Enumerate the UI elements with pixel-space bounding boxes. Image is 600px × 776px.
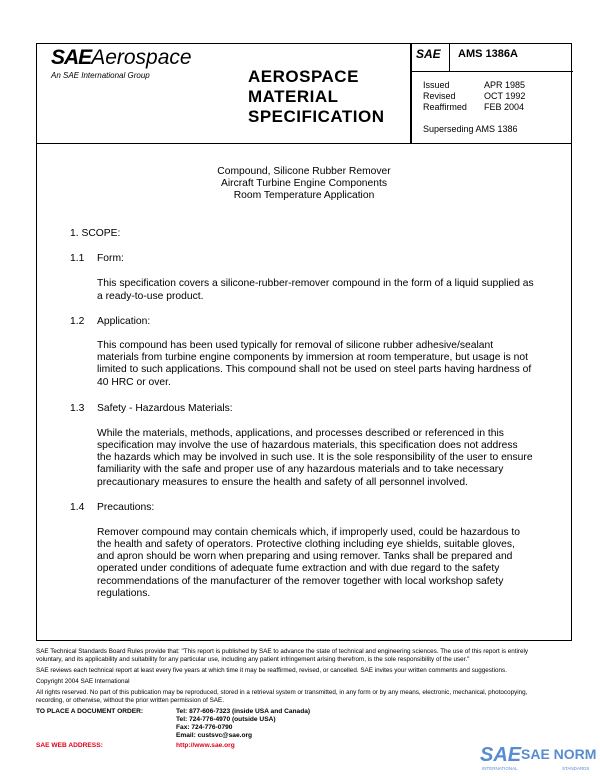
subject-line: Room Temperature Application xyxy=(233,190,375,201)
doc-title-line: MATERIAL xyxy=(248,87,339,106)
date-value: OCT 1992 xyxy=(484,91,526,101)
sae-watermark-logo: SAE xyxy=(480,744,522,766)
paragraph-line: limited to such applications. This compound shall not be used on steel parts having hardness of xyxy=(97,364,532,375)
brand-tagline: An SAE International Group xyxy=(51,71,150,80)
section-title: Safety - Hazardous Materials: xyxy=(97,403,233,414)
order-line: Tel: 724-776-4970 (outside USA) xyxy=(176,716,276,723)
subject-line: Compound, Silicone Rubber Remover xyxy=(217,166,391,177)
date-value: APR 1985 xyxy=(484,80,526,90)
header-divider xyxy=(449,44,450,71)
paragraph-line: a ready-to-use product. xyxy=(97,291,204,302)
sae-aerospace-logo: SAEAerospace xyxy=(51,46,192,69)
paragraph-line: This compound has been used typically for removal of silicone rubber adhesive/sealant xyxy=(97,340,494,351)
paragraph-line: specification may involve the use of hazardous materials, this specification does not address xyxy=(97,440,518,451)
section-number: 1.2 xyxy=(70,316,85,327)
header-divider xyxy=(410,71,573,72)
footer-rules: SAE Technical Standards Board Rules provide that: "This report is published by SAE to advance the state of technical and engineering sciences. The use of this report is entirely xyxy=(36,648,529,655)
sae-small-logo: SAE xyxy=(416,47,441,61)
section-title: Form: xyxy=(97,253,124,264)
paragraph-line: and apron should be worn when preparing and using remover. Tanks shall be prepared and xyxy=(97,551,513,562)
doc-title-line: SPECIFICATION xyxy=(248,107,385,126)
watermark-small: INTERNATIONAL xyxy=(482,766,518,771)
order-label: TO PLACE A DOCUMENT ORDER: xyxy=(36,708,144,715)
header-divider xyxy=(410,44,412,143)
web-label: SAE WEB ADDRESS: xyxy=(36,742,103,749)
order-line: Fax: 724-776-0790 xyxy=(176,724,233,731)
subject-line: Aircraft Turbine Engine Components xyxy=(221,178,387,189)
web-link[interactable]: http://www.sae.org xyxy=(176,742,235,749)
date-value: FEB 2004 xyxy=(484,102,525,112)
watermark-small: STANDARDS xyxy=(562,766,590,771)
sae-norm-watermark xyxy=(480,744,598,774)
section-number: 1.4 xyxy=(70,502,85,513)
order-line: Tel: 877-606-7323 (inside USA and Canada) xyxy=(176,708,311,715)
footer-review: SAE reviews each technical report at least every five years at which time it may be reaffirmed, revised, or cancelled. SAE invites your written comments and suggestions. xyxy=(36,667,507,674)
section-title: Precautions: xyxy=(97,502,155,513)
date-label: Reaffirmed xyxy=(423,102,467,112)
doc-title-line: AEROSPACE xyxy=(248,67,359,86)
paragraph-line: recommendations of the manufacturer of the remover together with local workshop safety xyxy=(97,576,504,587)
section-number: 1.3 xyxy=(70,403,85,414)
paragraph-line: Remover compound may contain chemicals which, if improperly used, could be hazardous to xyxy=(97,527,520,538)
doc-number: AMS 1386A xyxy=(458,48,518,60)
paragraph-line: the hazards which may be involved in such use. It is the sole responsibility of the user to ensure xyxy=(97,452,533,463)
footer-rules: voluntary, and its applicability and suitability for any particular use, including any patient infringement arising therefrom, is the sole responsibility of the user." xyxy=(36,656,470,663)
paragraph-line: materials from turbine engine components by immersion at room temperature, but usage is not xyxy=(97,352,528,363)
superseding-note: Superseding AMS 1386 xyxy=(423,124,518,134)
date-label: Revised xyxy=(423,91,456,101)
paragraph-line: 40 HRC or over. xyxy=(97,377,171,388)
paragraph-line: This specification covers a silicone-rubber-remover compound in the form of a liquid supplied as xyxy=(97,278,534,289)
watermark-text: SAE NORM xyxy=(521,746,597,762)
paragraph-line: operated under conditions of adequate fume extraction and with due regard to the safety xyxy=(97,563,500,574)
section-heading-scope: 1. SCOPE: xyxy=(70,228,121,239)
date-label: Issued xyxy=(423,80,450,90)
footer-rights: recording, or otherwise, without the prior written permission of SAE. xyxy=(36,697,224,704)
order-line: Email: custsvc@sae.org xyxy=(176,732,253,739)
paragraph-line: While the materials, methods, applications, and processes described or referenced in this xyxy=(97,428,504,439)
footer-copyright: Copyright 2004 SAE International xyxy=(36,678,130,685)
paragraph-line: precautionary measures to ensure the health and safety of all personnel involved. xyxy=(97,477,468,488)
paragraph-line: the health and safety of operators. Protective clothing including eye shields, suitable gloves, xyxy=(97,539,515,550)
footer-rights: All rights reserved. No part of this publication may be reproduced, stored in a retrieval system or transmitted, in any form or by any means, electronic, mechanical, photocopying, xyxy=(36,689,528,696)
paragraph-line: regulations. xyxy=(97,588,151,599)
section-title: Application: xyxy=(97,316,151,327)
section-number: 1.1 xyxy=(70,253,85,264)
paragraph-line: familiarity with the safe and proper use of any hazardous materials and to take necessary xyxy=(97,464,504,475)
